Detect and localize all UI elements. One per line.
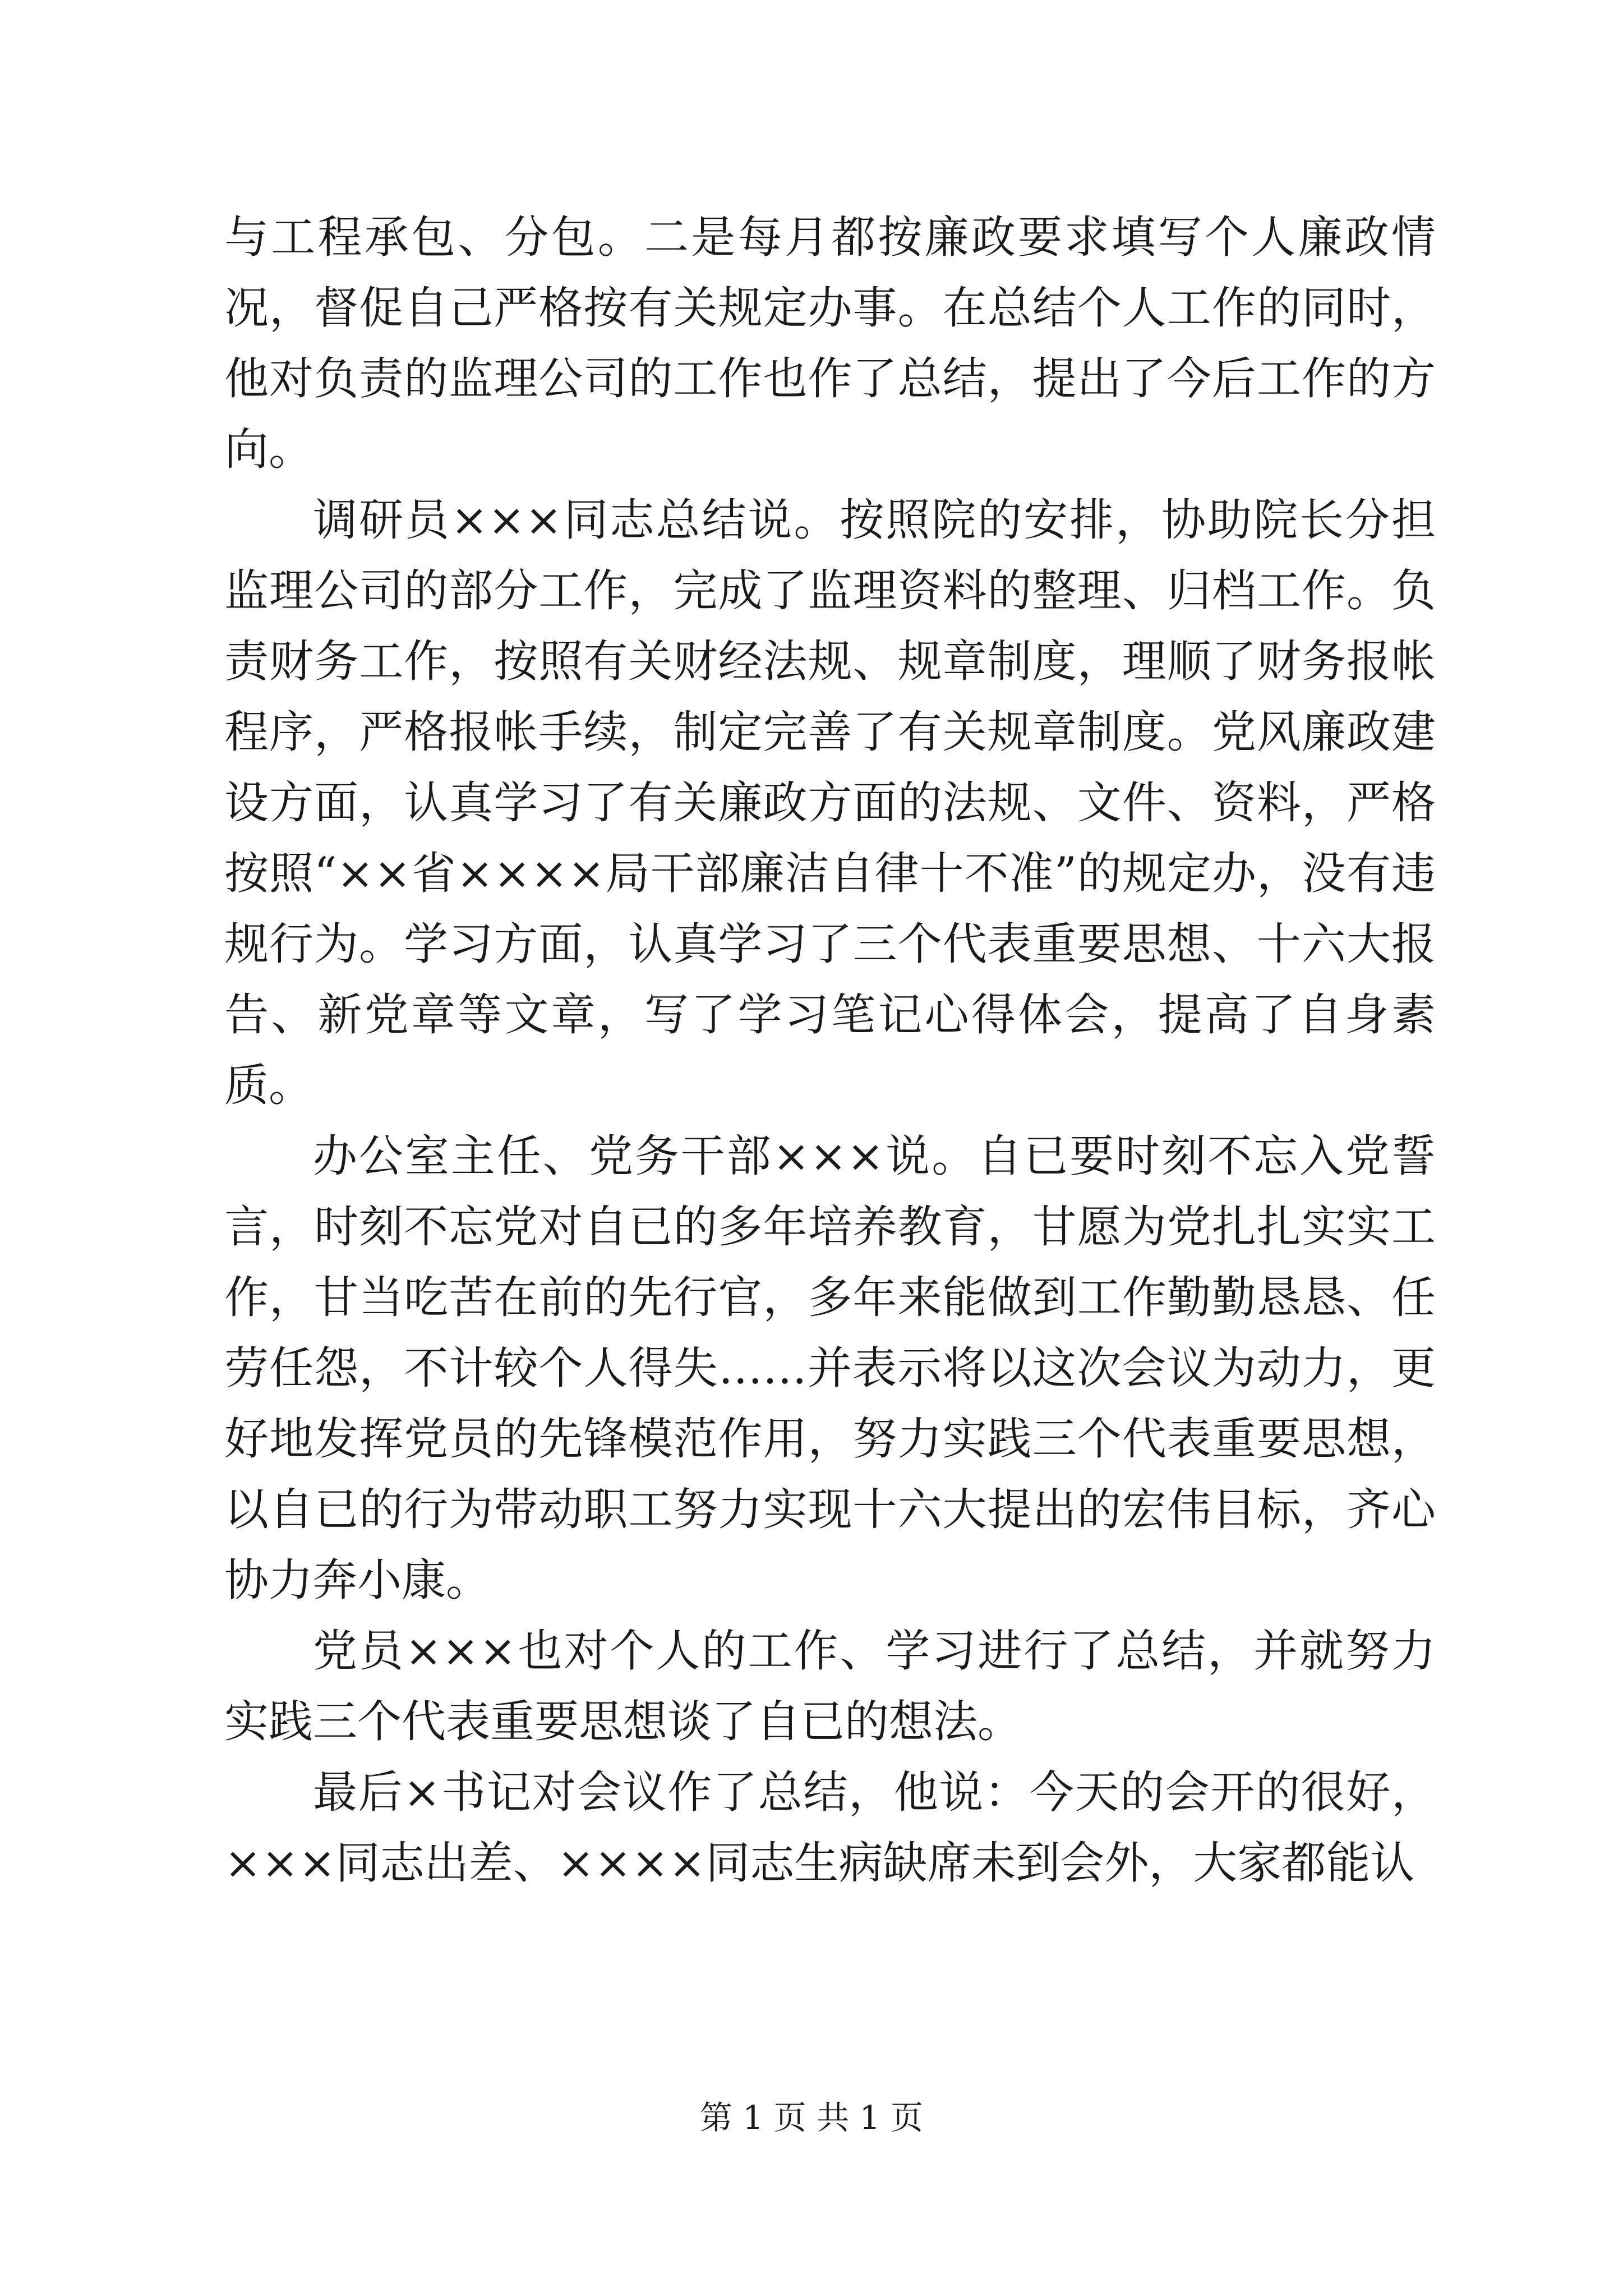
paragraph-5: 最后×书记对会议作了总结，他说：今天的会开的很好，×××同志出差、××××同志生病缺席未到会外，大家都能认 — [224, 1766, 1436, 1889]
document-body — [224, 202, 1436, 1898]
paragraph-2: 调研员×××同志总结说。按照院的安排，协助院长分担监理公司的部分工作，完成了监理资料的整理、归档工作。负责财务工作，按照有关财经法规、规章制度，理顺了财务报帐程序，严格报帐手续，制定完善了有关规章制度。党风廉政建设方面，认真学习了有关廉政方面的法规、文件、资料，严格按照“××省××××局干部廉洁自律十不准”的规定办，没有违规行为。学习方面，认真学习了三个代表重要思想、十六大报告、新党章等文章，写了学习笔记心得体会，提高了自身素质。 — [224, 494, 1436, 1111]
paragraph-4: 党员×××也对个人的工作、学习进行了总结，并就努力实践三个代表重要思想谈了自已的想法。 — [224, 1625, 1436, 1747]
paragraph-1: 与工程承包、分包。二是每月都按廉政要求填写个人廉政情况，督促自己严格按有关规定办事。在总结个人工作的同时，他对负责的监理公司的工作也作了总结，提出了今后工作的方向。 — [224, 211, 1436, 475]
paragraph-3: 办公室主任、党务干部×××说。自已要时刻不忘入党誓言，时刻不忘党对自已的多年培养教育，甘愿为党扎扎实实工作，甘当吃苦在前的先行官，多年来能做到工作勤勤恳恳、任劳任怨，不计较个人得失……并表示将以这次会议为动力，更好地发挥党员的先锋模范作用，努力实践三个代表重要思想，以自已的行为带动职工努力实现十六大提出的宏伟目标，齐心协力奔小康。 — [224, 1130, 1436, 1606]
page-footer — [0, 2095, 1623, 2140]
page-number: 第 1 页 共 1 页 — [700, 2099, 923, 2137]
